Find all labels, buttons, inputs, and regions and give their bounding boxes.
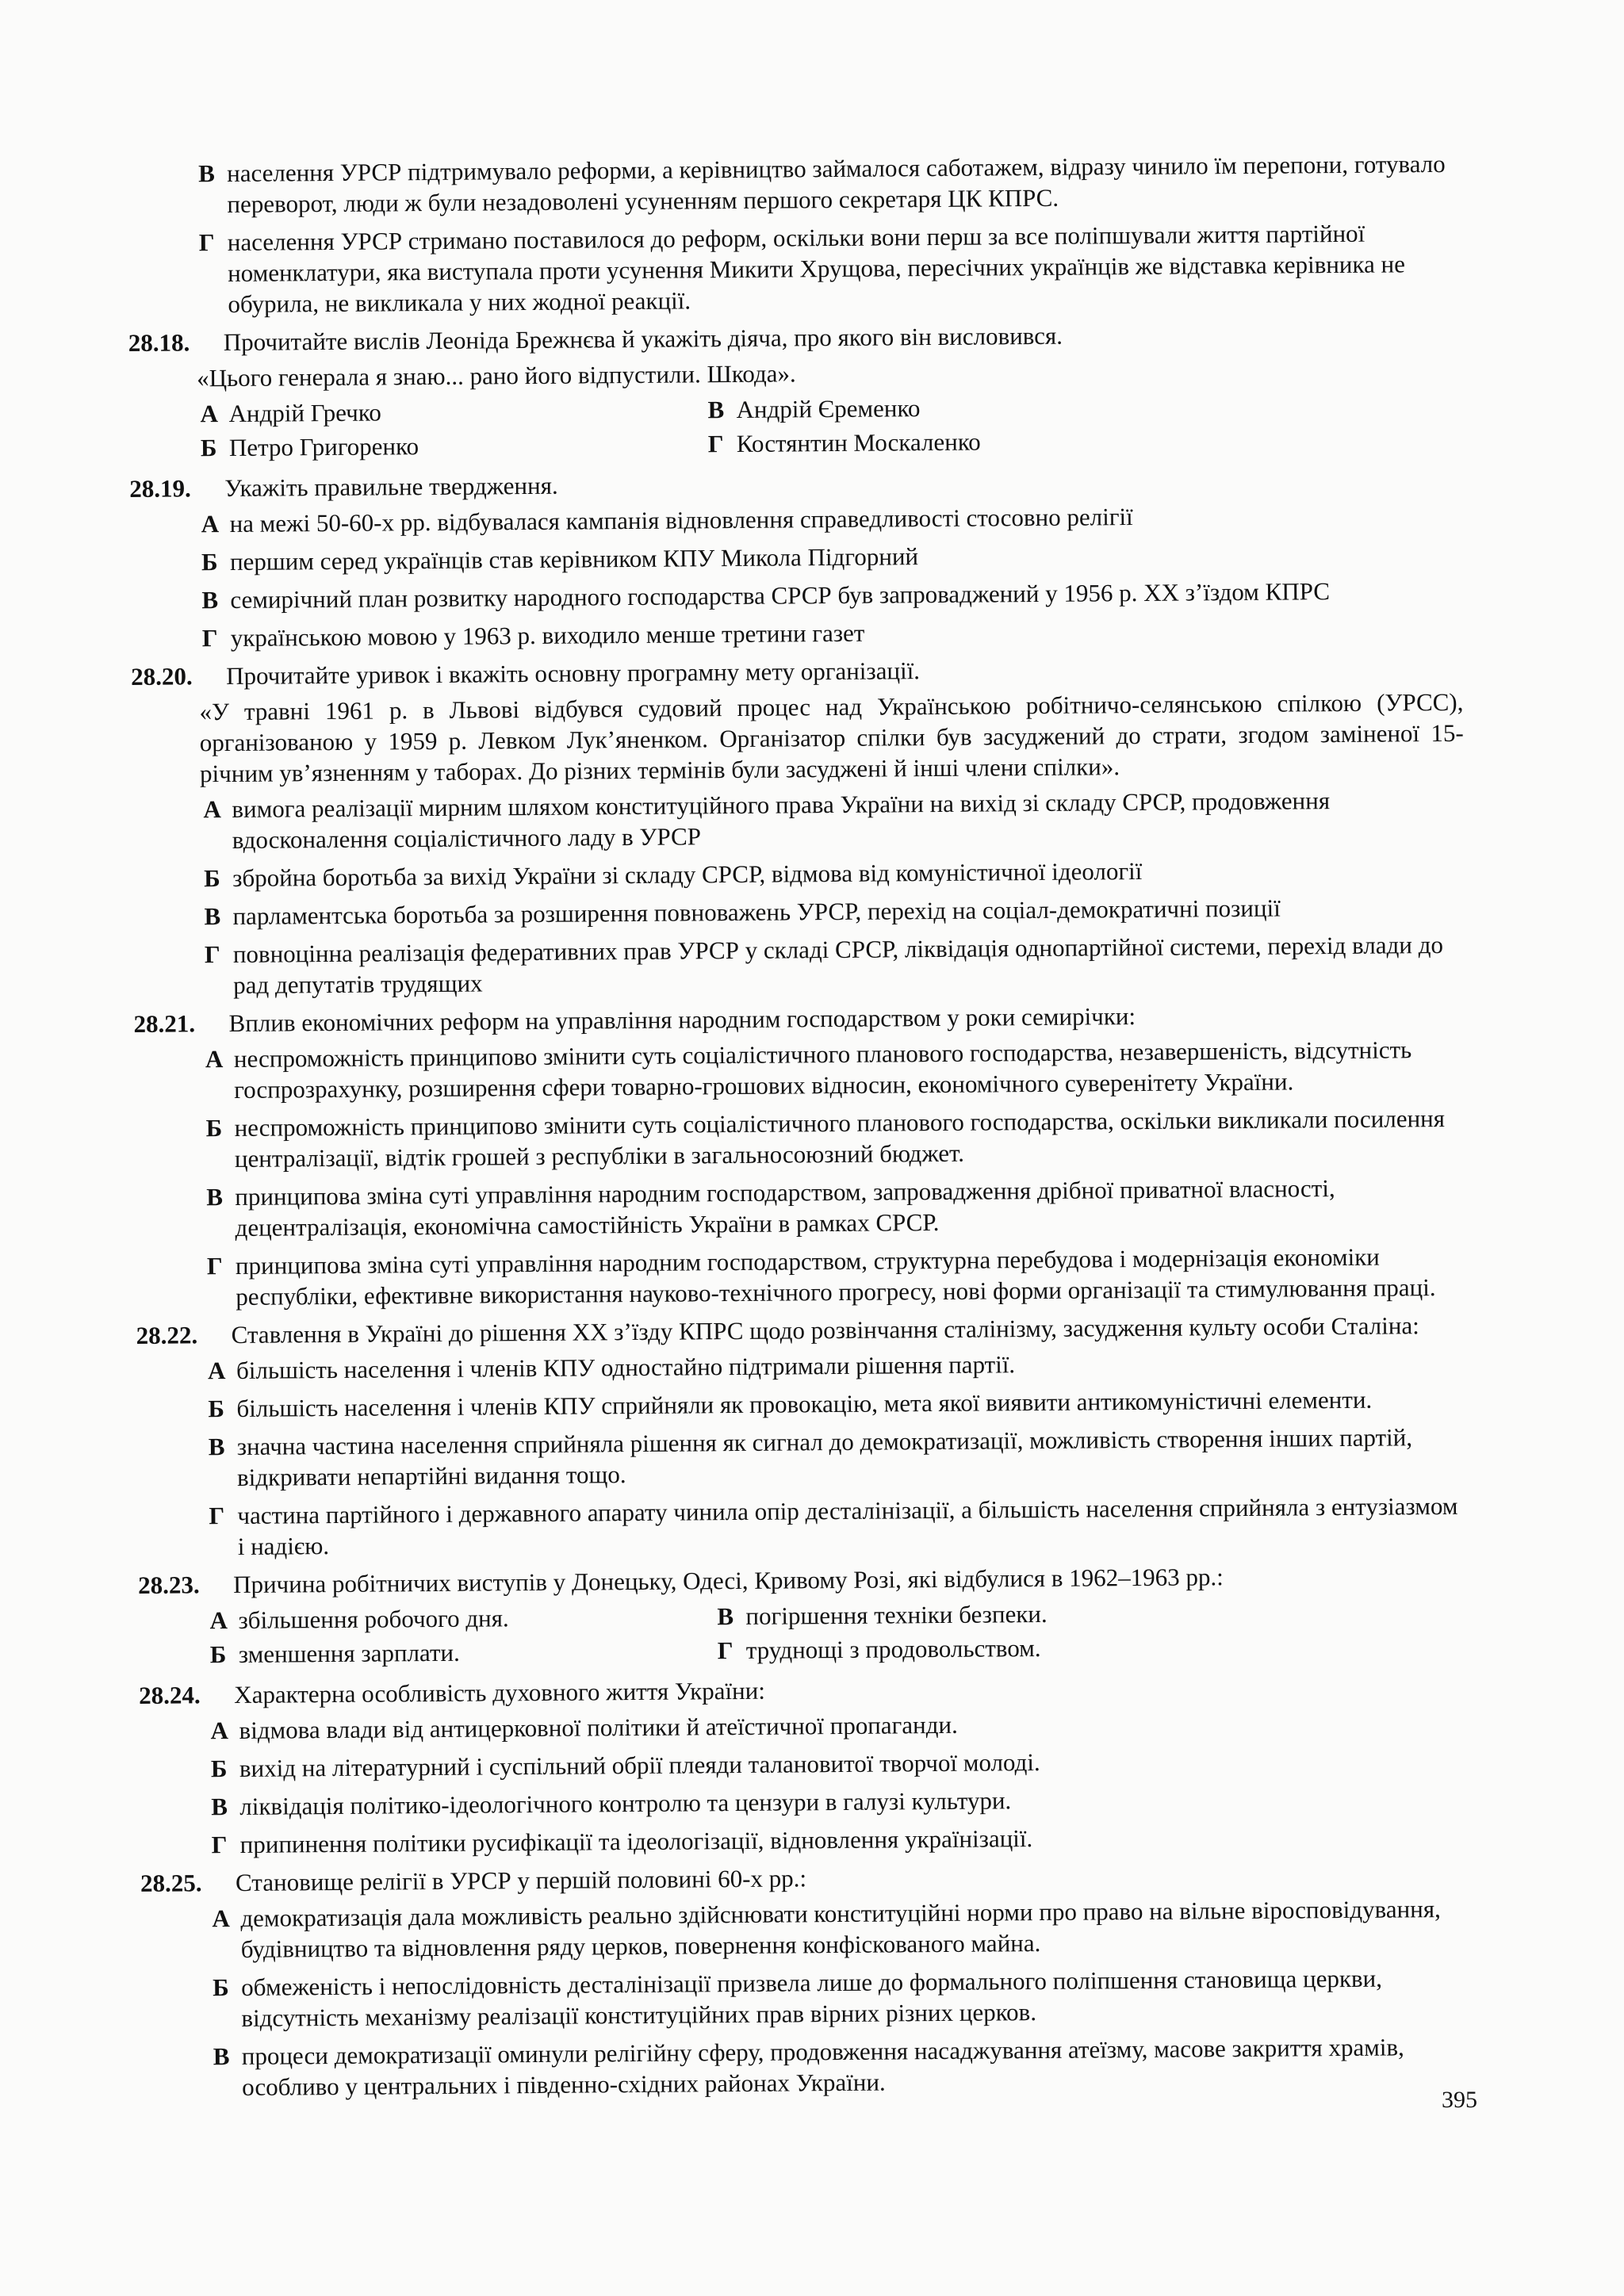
option-text: обмеженість і непослідовність десталінізації призвела лише до формального поліпшення становища церкви, відсутність механізму реалізації конституційних прав вірних різних церков. <box>240 1964 1383 2032</box>
option-letter: А <box>205 1045 224 1073</box>
option-a <box>212 1893 1473 1965</box>
option-text: семирічний план розвитку народного господарства СРСР був запроваджений у 1956 р. ХХ з’їздом КПРС <box>230 577 1331 614</box>
option-text: процеси демократизації оминули релігійну сферу, продовження насаджування атеїзму, масове закриття храмів, особливо у центральних і південно-східних районах України. <box>241 2033 1404 2101</box>
option-v <box>213 2031 1475 2103</box>
option-letter: Г <box>211 1831 228 1859</box>
option-a <box>210 1705 1471 1746</box>
option-text: повноцінна реалізація федеративних прав УРСР у складі СРСР, ліквідація однопартійної системи, перехід влади до рад депутатів трудящих <box>232 930 1444 999</box>
option-letter: В <box>717 1602 734 1631</box>
option-letter: В <box>208 1433 225 1461</box>
option-text: Костянтин Москаленко <box>736 427 981 457</box>
option-letter: Г <box>717 1636 733 1665</box>
option-text: населення УРСР стримано поставилося до реформ, оскільки вони перш за все поліпшували життя партійної номенклатури, яка виступала проти усунення Микити Хрущова, пересічних українців же відставка керівника не обурила, не викликала у них жодної реакції. <box>227 219 1406 319</box>
option-a <box>203 784 1465 855</box>
option-text: ліквідація політико-ідеологічного контролю та цензури в галузі культури. <box>239 1786 1012 1820</box>
option-text: українською мовою у 1963 р. виходило менше третини газет <box>230 618 865 652</box>
question-quote: «Цього генерала я знаю... рано його відпустили. Шкода». <box>197 359 796 392</box>
question-header <box>138 1559 1470 1601</box>
option-text: значна частина населення сприйняла рішення як сигнал до демократизації, можливість створення інших партій, відкривати непартійні видання тощо. <box>236 1423 1413 1491</box>
option-letter: Б <box>205 1114 223 1142</box>
option-letter: В <box>201 586 219 614</box>
option-text: принципова зміна суті управління народним господарством, запровадження дрібної приватної власності, децентралізація, економічна самостійність України в рамках СРСР. <box>235 1174 1335 1242</box>
page-content <box>127 148 1474 2110</box>
options-grid <box>209 1595 1471 1673</box>
option-b <box>211 1743 1472 1784</box>
option-letter: Г <box>707 430 724 458</box>
option-text: парламентська боротьба за розширення повноважень УРСР, перехід на соціал-демократичні позиції <box>232 894 1281 930</box>
question-text: Прочитайте вислів Леоніда Брежнєва й укажіть діяча, про якого він висловився. <box>223 321 1063 357</box>
option-b <box>210 1635 718 1670</box>
option-h <box>708 424 1216 459</box>
question-text: Характерна особливість духовного життя України: <box>234 1676 766 1709</box>
option-text: відмова влади від антицерковної політики й атеїстичної пропаганди. <box>239 1710 958 1744</box>
option-letter: Б <box>212 1973 229 2002</box>
question-header <box>136 1310 1469 1351</box>
option-text: вимога реалізації мирним шляхом конституційного права України на вихід зі складу СРСР, продовження вдосконалення соціалістичного ладу в УРСР <box>232 786 1331 854</box>
option-text: труднощі з продовольством. <box>745 1634 1041 1664</box>
option-letter: А <box>210 1716 229 1745</box>
option-letter: Б <box>201 548 218 576</box>
question-number: 28.20. <box>130 662 193 691</box>
option-letter: Г <box>209 1502 225 1530</box>
question-28-22 <box>136 1310 1470 1563</box>
option-h <box>199 217 1461 320</box>
option-text: Андрій Єременко <box>736 394 921 423</box>
question-28-18 <box>128 317 1461 467</box>
question-28-24 <box>139 1670 1473 1861</box>
question-text: Причина робітничих виступів у Донецьку, Одесі, Кривому Розі, які відбулися в 1962–1963 рр.: <box>232 1563 1224 1599</box>
option-v <box>201 575 1462 615</box>
option-a <box>208 1345 1469 1386</box>
option-a <box>209 1601 717 1636</box>
option-v <box>209 1422 1470 1493</box>
option-text: неспроможність принципово змінити суть соціалістичного планового господарства, незавершеність, відсутність госпрозрахунку, розширення сфери товарно-грошових відносин, економічного суверенітету України. <box>233 1035 1412 1104</box>
option-h <box>718 1631 1225 1666</box>
option-b <box>213 1962 1474 2034</box>
option-v <box>206 1172 1468 1243</box>
question-number: 28.23. <box>137 1571 200 1599</box>
options-grid <box>200 388 1461 466</box>
option-text: Петро Григоренко <box>228 432 419 461</box>
question-header <box>129 463 1461 504</box>
question-number: 28.19. <box>129 474 191 503</box>
option-letter: Г <box>201 624 218 652</box>
option-h <box>209 1490 1470 1562</box>
option-text: збройна боротьба за вихід України зі складу СРСР, відмова від комуністичної ідеології <box>232 856 1143 892</box>
option-text: частина партійного і державного апарату чинила опір десталінізації, а більшість населення сприйняла з ентузіазмом і надією. <box>237 1491 1458 1560</box>
question-text: Становище релігії в УРСР у першій половині 60-х рр.: <box>235 1864 807 1896</box>
question-number: 28.18. <box>128 328 190 357</box>
option-text: населення УРСР підтримувало реформи, а керівництво займалося саботажем, відразу чинило їм перепони, готувало переворот, люди ж були незадоволені усуненням першого секретаря ЦК КПРС. <box>227 149 1446 219</box>
question-header <box>133 998 1465 1039</box>
option-text: більшість населення і членів КПУ одностайно підтримали рішення партії. <box>236 1350 1016 1384</box>
question-text: Ставлення в Україні до рішення ХХ з’їзду КПРС щодо розвінчання сталінізму, засудження культу особи Сталіна: <box>231 1311 1419 1349</box>
option-letter: А <box>200 400 219 428</box>
option-h <box>207 1241 1469 1312</box>
question-text: Вплив економічних реформ на управління народним господарством у роки семирічки: <box>228 1002 1136 1038</box>
option-a <box>201 499 1461 539</box>
option-letter: В <box>206 1183 224 1211</box>
option-letter: А <box>203 795 221 824</box>
option-v <box>211 1781 1472 1822</box>
question-28-25 <box>140 1858 1474 2103</box>
option-letter: Б <box>200 434 217 462</box>
option-b <box>201 428 708 463</box>
question-number: 28.24. <box>139 1681 201 1709</box>
option-letter: Б <box>210 1755 228 1783</box>
option-letter: А <box>209 1606 228 1635</box>
option-letter: Б <box>209 1640 227 1669</box>
option-letter: В <box>211 1793 228 1821</box>
option-text: першим серед українців став керівником КПУ Микола Підгорний <box>229 542 919 576</box>
option-letter: Б <box>203 864 220 893</box>
option-text: більшість населення і членів КПУ сприйняли як провокацію, мета якої виявити антикомуністичні елементи. <box>236 1385 1373 1422</box>
question-28-20 <box>131 651 1465 1001</box>
question-number: 28.22. <box>136 1321 198 1349</box>
option-letter: Г <box>198 228 215 257</box>
option-text: Андрій Гречко <box>228 398 381 427</box>
question-text: Укажіть правильне твердження. <box>224 471 558 503</box>
option-b <box>208 1383 1469 1424</box>
option-letter: В <box>204 902 221 931</box>
option-v <box>204 891 1465 932</box>
option-b <box>205 1103 1467 1174</box>
option-letter: Г <box>204 940 220 969</box>
option-v <box>198 148 1460 220</box>
option-letter: А <box>212 1904 230 1933</box>
question-text: Прочитайте уривок і вкажіть основну програмну мету організації. <box>225 656 921 691</box>
option-text: демократизація дала можливість реально здійснювати конституційні норми про право на вільне віросповідування, будівництво та відновлення ряду церков, повернення конфіскованого майна. <box>240 1895 1441 1963</box>
option-v <box>717 1597 1224 1632</box>
option-letter: А <box>201 510 220 538</box>
option-a <box>205 1034 1467 1105</box>
option-text: принципова зміна суті управління народним господарством, структурна перебудова і модернізація економіки республіки, ефективне використання науково-технічного прогресу, нові форми організації та стимулювання праці. <box>235 1242 1436 1311</box>
option-text: неспроможність принципово змінити суть соціалістичного планового господарства, оскільки викликали посилення централізації, відтік грошей з республіки в загальносоюзний бюджет. <box>234 1104 1446 1173</box>
option-text: зменшення зарплати. <box>238 1638 460 1668</box>
option-text: погіршення техніки безпеки. <box>745 1599 1048 1630</box>
option-letter: В <box>213 2042 230 2071</box>
option-b <box>204 853 1465 894</box>
question-28-19 <box>129 463 1463 654</box>
question-header <box>128 317 1461 358</box>
option-letter: Б <box>208 1395 225 1423</box>
option-h <box>205 929 1466 1001</box>
question-quote: «У травні 1961 р. в Львові відбувся судовий процес над Українською робітничо-селянською спілкою (УРСС), організованою у 1959 р. Левком Лук’яненком. Організатор спілки був засуджений до страти, згодом заміненої 15-річним ув’язненням у таборах. До різних термінів були засуджені й інші члени спілки». <box>199 687 1464 788</box>
question-number: 28.21. <box>133 1009 196 1038</box>
option-letter: А <box>207 1357 226 1385</box>
page-number: 395 <box>1442 2087 1477 2113</box>
option-text: збільшення робочого дня. <box>238 1604 509 1634</box>
question-28-21 <box>133 998 1468 1313</box>
option-text: на межі 50-60-х рр. відбувалася кампанія відновлення справедливості стосовно релігії <box>229 503 1133 538</box>
question-28-23 <box>138 1559 1471 1674</box>
option-letter: Г <box>206 1252 223 1280</box>
option-letter: В <box>707 396 725 424</box>
question-header <box>140 1858 1473 1899</box>
option-text: припинення політики русифікації та ідеологізації, відновлення українізації. <box>239 1824 1033 1858</box>
option-h <box>202 613 1463 653</box>
option-b <box>201 537 1462 577</box>
option-v <box>707 390 1215 425</box>
option-text: вихід на літературний і суспільний обрії плеяди талановитої творчої молоді. <box>239 1748 1040 1782</box>
question-header <box>131 651 1463 692</box>
option-h <box>212 1820 1473 1860</box>
option-letter: В <box>198 159 215 188</box>
question-number: 28.25. <box>140 1869 202 1897</box>
question-header <box>139 1670 1471 1711</box>
option-a <box>200 394 707 429</box>
